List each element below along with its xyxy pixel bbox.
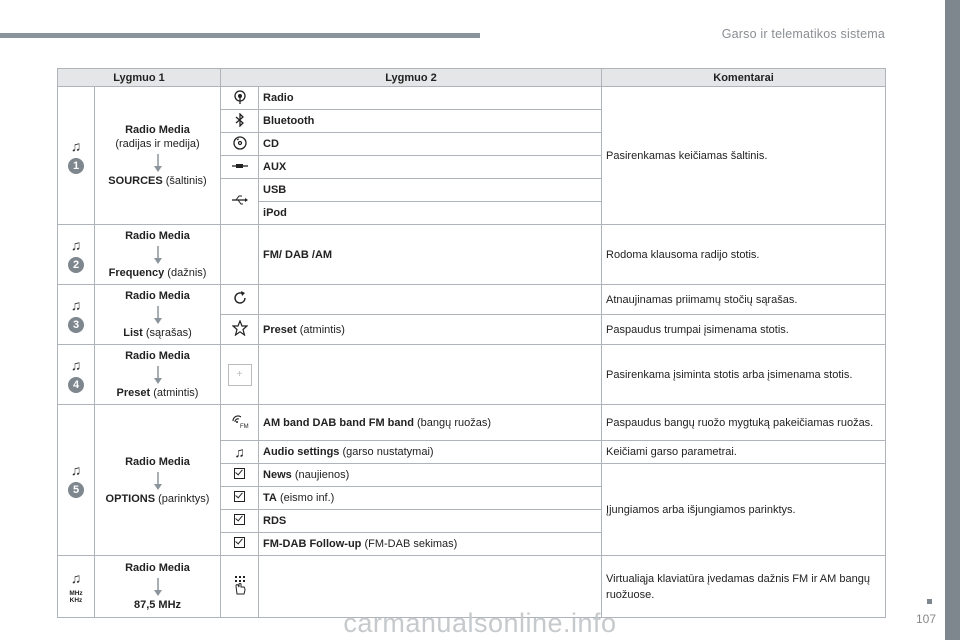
arrow-down-icon [153,154,163,172]
step-badge: 5 [68,482,84,498]
table-row: RDS [58,510,886,533]
fm-band-icon [221,405,259,441]
checkbox-icon [221,510,259,533]
music-note-icon: ♫ [70,236,82,253]
option-label: AUX [263,161,287,173]
group2-marker [58,225,95,285]
comment-cell: Rodoma klausoma radijo stotis. [602,225,886,285]
star-icon [221,315,259,345]
audio-settings-icon: ♫ [221,441,259,464]
table-row [58,87,886,110]
header-comments: Komentarai [602,69,886,87]
checkbox-icon [221,487,259,510]
arrow-down-icon [153,366,163,384]
option-label: iPod [263,207,287,219]
table-row [58,285,886,315]
checkbox-icon [221,533,259,556]
usb-icon [221,179,259,225]
checkbox-icon [221,464,259,487]
level1-cell: Radio Media (radijas ir medija) SOURCES (šaltinis) [95,87,221,225]
music-note-icon: ♫ [70,569,82,586]
option-label: Bluetooth [263,115,315,127]
comment-cell: Paspaudus trumpai įsimenama stotis. [602,315,886,345]
arrow-down-icon [153,472,163,490]
step-badge: 1 [68,158,84,174]
step-badge: 3 [68,317,84,333]
table-row [58,225,886,285]
option-label: Radio [263,92,294,104]
option-label: USB [263,184,287,196]
level1-cell: Radio Media Frequency (dažnis) [95,225,221,285]
refresh-icon [221,285,259,315]
level1-title: Radio Media [125,124,190,136]
header-rule [0,33,480,38]
level1-action: SOURCES [108,175,163,187]
music-note-icon: ♫ [70,462,82,478]
page-marker [927,599,932,604]
comment-cell: Keičiami garso parametrai. [602,441,886,464]
table-row: FM-DAB Follow-up (FM-DAB sekimas) [58,533,886,556]
comment-cell: Pasirenkamas keičiamas šaltinis. [602,87,886,225]
music-note-icon: ♫ [70,356,82,373]
table-row: ♫ 5 Radio Media OPTIONS (parinktys) FM AM band DAB band FM band (bangų ruožas) Paspaudus bangų ruožo mygtuką pakeičiamas ruožas. [58,405,886,441]
music-note-icon: ♫ [70,137,82,154]
table-row: TA (eismo inf.) [58,487,886,510]
arrow-down-icon [153,306,163,324]
table-row: News (naujienos) Įjungiamos arba išjungiamos parinktys. [58,464,886,487]
group3-marker [58,285,95,345]
table-row: ♫ Audio settings (garso nustatymai) Keičiami garso parametrai. [58,441,886,464]
group4-marker [58,345,95,405]
comment-cell: Atnaujinamas priimamų stočių sąrašas. [602,285,886,315]
option-label: FM/ DAB /AM [263,248,333,261]
page-number: 107 [915,612,936,626]
level1-subtitle: (radijas ir medija) [115,138,200,150]
header-level1: Lygmuo 1 [58,69,221,87]
step-badge: 4 [68,377,84,393]
level1-cell: Radio Media Preset (atmintis) [95,345,221,405]
cd-icon [221,133,259,156]
group5-marker [58,405,95,556]
level1-cell: Radio Media 87,5 MHz [95,556,221,618]
step-badge: 2 [68,257,84,273]
option-label: CD [263,138,279,150]
arrow-down-icon [153,246,163,264]
music-note-icon: ♫ [70,296,82,313]
comment-cell: Pasirenkama įsiminta stotis arba įsimenama stotis. [602,345,886,405]
comment-cell: Virtualiąja klaviatūra įvedamas dažnis FM ir AM bangų ruožuose. [602,556,886,618]
group1-marker [58,87,95,225]
table-header-row [58,69,886,87]
header-level2: Lygmuo 2 [221,69,602,87]
comment-cell: Įjungiamos arba išjungiamos parinktys. [602,464,886,556]
mhz-khz-icon: MHz KHz [69,589,83,604]
svg-text:FM: FM [239,424,249,429]
radio-icon [221,87,259,110]
preset-slot-icon: + [221,345,259,405]
level1-cell: Radio Media OPTIONS (parinktys) [95,405,221,556]
section-title: Garso ir telematikos sistema [721,27,885,41]
comment-cell: Paspaudus bangų ruožo mygtuką pakeičiamas ruožas. [602,405,886,441]
aux-icon [221,156,259,179]
table-row: Preset (atmintis) Paspaudus trumpai įsimenama stotis. [58,315,886,345]
arrow-down-icon [153,578,163,596]
reference-table [57,68,886,618]
level1-cell: Radio Media List (sąrašas) [95,285,221,345]
bluetooth-icon [221,110,259,133]
watermark: carmanualsonline.info [343,608,617,638]
table-row [58,345,886,405]
sidebar-strip [945,0,960,640]
